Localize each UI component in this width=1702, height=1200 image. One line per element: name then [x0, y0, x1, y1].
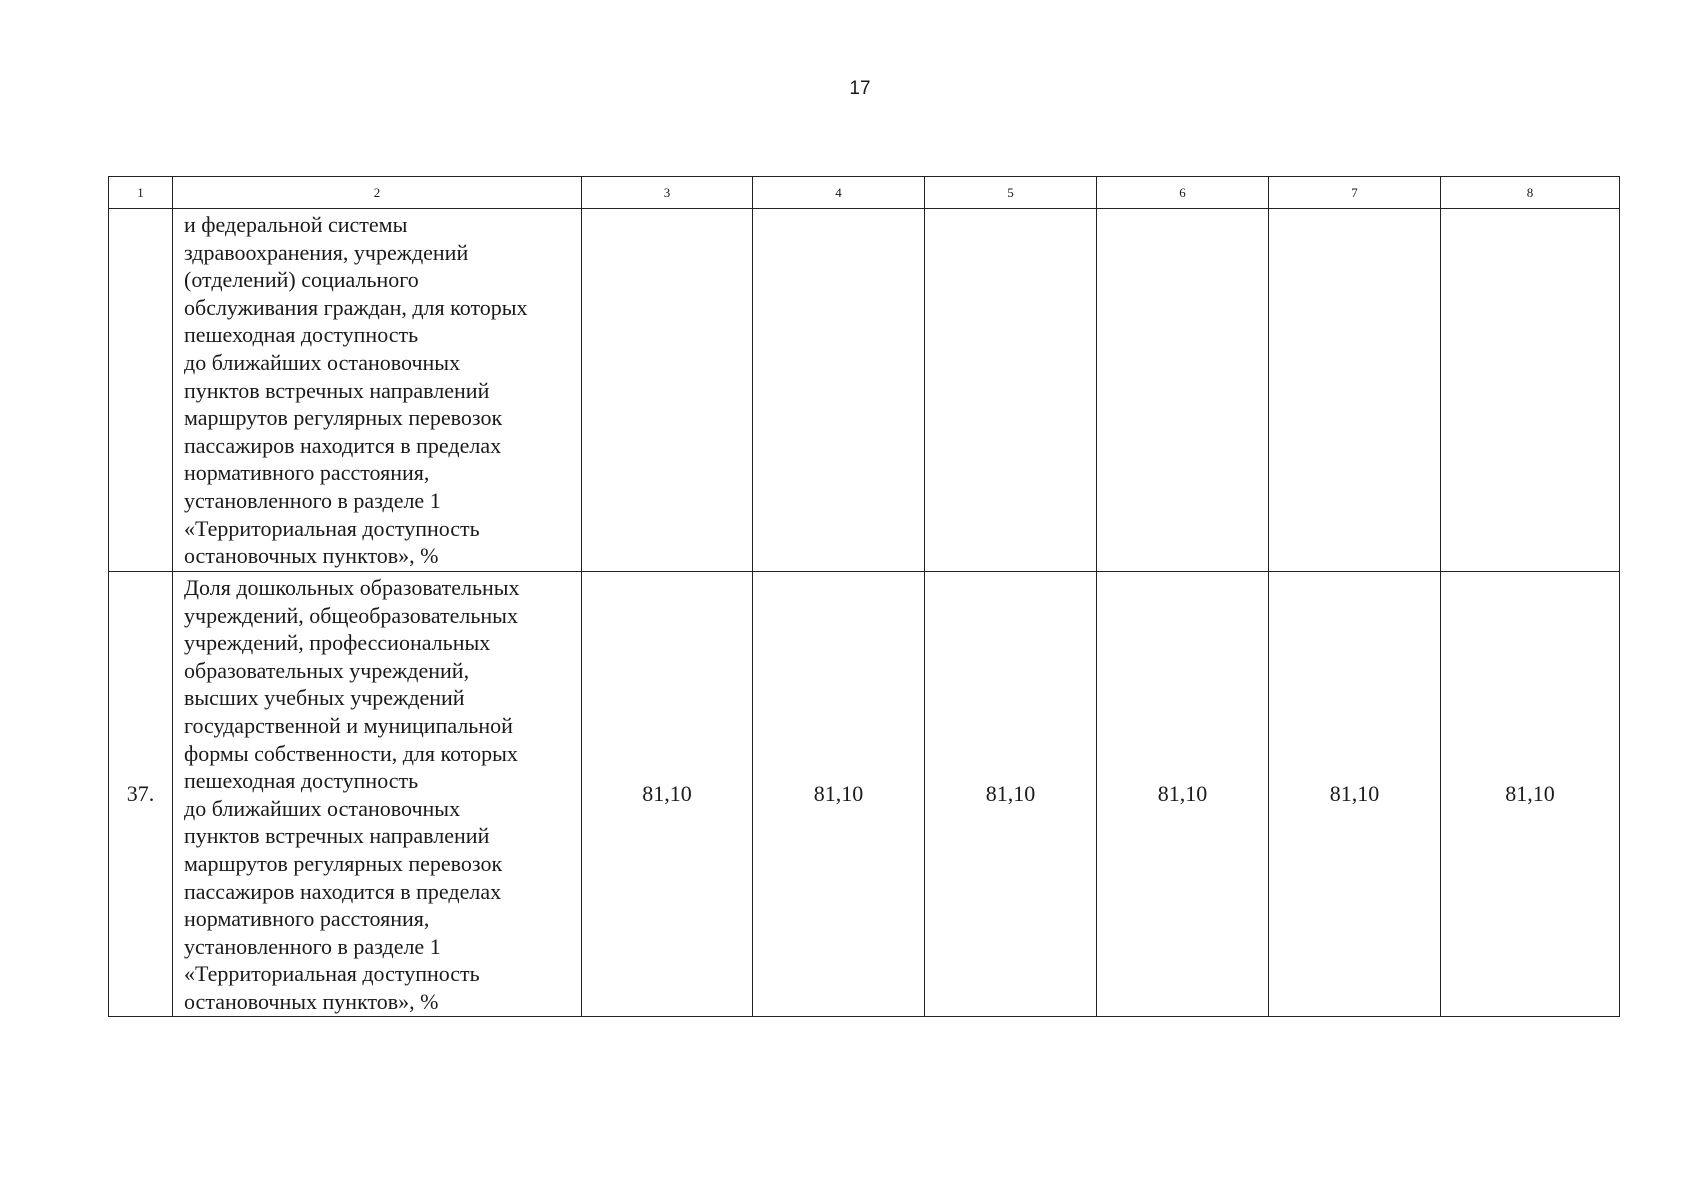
value-cell: 81,10 — [753, 572, 925, 1017]
description-line: установленного в разделе 1 — [184, 933, 441, 959]
description-line: маршрутов регулярных перевозок — [184, 405, 503, 431]
header-cell: 1 — [109, 177, 173, 209]
header-cell: 7 — [1269, 177, 1441, 209]
description-line: и федеральной системы — [184, 212, 408, 237]
description-line: установленного в разделе 1 — [184, 487, 441, 513]
description-line: до ближайших остановочных — [184, 349, 461, 375]
value-cell: 81,10 — [1441, 572, 1620, 1017]
page-number: 17 — [849, 78, 871, 99]
description-line: пешеходная доступность — [184, 768, 419, 794]
header-cell: 5 — [925, 177, 1097, 209]
description-line: пунктов встречных направлений — [184, 823, 490, 849]
description-line: (отделений) социального — [184, 267, 419, 293]
value-cell: 81,10 — [1269, 572, 1441, 1017]
header-cell: 4 — [753, 177, 925, 209]
description-line: маршрутов регулярных перевозок — [184, 850, 503, 876]
value-cell — [1097, 209, 1269, 572]
description-line: учреждений, общеобразовательных — [184, 602, 518, 628]
description-line: пассажиров находится в пределах — [184, 878, 502, 904]
description-line: Доля дошкольных образовательных — [184, 575, 520, 600]
description-line: формы собственности, для которых — [184, 740, 518, 766]
value-cell — [753, 209, 925, 572]
row-number-cell: 37. — [109, 572, 173, 1017]
description-line: пунктов встречных направлений — [184, 377, 490, 403]
description-line: государственной и муниципальной — [184, 712, 513, 738]
value-cell — [1441, 209, 1620, 572]
description-line: образовательных учреждений, — [184, 657, 470, 683]
description-line: «Территориальная доступность — [184, 961, 480, 987]
description-line: пассажиров находится в пределах — [184, 432, 502, 458]
description-line: обслуживания граждан, для которых — [184, 294, 528, 320]
row-number-cell — [109, 209, 173, 572]
header-cell: 6 — [1097, 177, 1269, 209]
description-line: нормативного расстояния, — [184, 906, 430, 932]
description-line: остановочных пунктов», % — [184, 543, 439, 569]
description-line: высших учебных учреждений — [184, 685, 465, 711]
row-description-cell — [173, 572, 582, 1017]
description-line: «Территориальная доступность — [184, 515, 480, 541]
value-cell: 81,10 — [582, 572, 753, 1017]
description-line: здравоохранения, учреждений — [184, 239, 469, 265]
value-cell — [1269, 209, 1441, 572]
header-cell: 3 — [582, 177, 753, 209]
header-cell: 8 — [1441, 177, 1620, 209]
indicator-table — [108, 176, 1620, 1017]
header-cell: 2 — [173, 177, 582, 209]
description-line: нормативного расстояния, — [184, 460, 430, 486]
table-header-row — [109, 177, 1620, 209]
value-cell: 81,10 — [1097, 572, 1269, 1017]
description-line: до ближайших остановочных — [184, 795, 461, 821]
description-line: учреждений, профессиональных — [184, 630, 491, 656]
value-cell — [582, 209, 753, 572]
value-cell — [925, 209, 1097, 572]
table-row — [109, 572, 1620, 1017]
row-description-cell — [173, 209, 582, 572]
table-row — [109, 209, 1620, 572]
description-line: пешеходная доступность — [184, 322, 419, 348]
value-cell: 81,10 — [925, 572, 1097, 1017]
description-line: остановочных пунктов», % — [184, 988, 439, 1014]
